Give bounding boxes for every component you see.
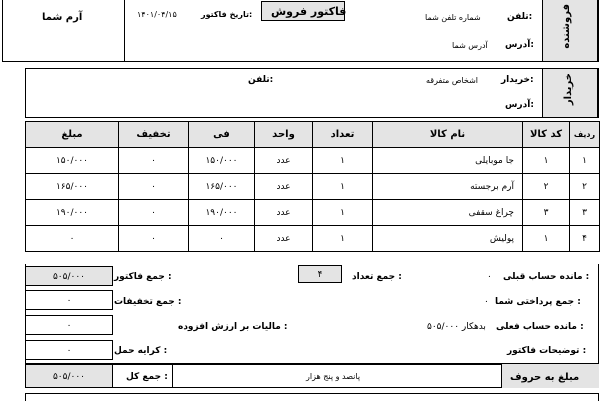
cell-amount: ۱۶۵/۰۰۰ bbox=[26, 174, 119, 200]
invoice-date-value: ۱۴۰۱/۰۴/۱۵ bbox=[137, 10, 177, 19]
buyer-phone-label: تلفن: bbox=[248, 75, 274, 85]
col-header-discount: تخفیف bbox=[119, 122, 189, 148]
seller-address-value: آدرس شما bbox=[452, 41, 488, 50]
cell-price: ۱۶۵/۰۰۰ bbox=[189, 174, 255, 200]
seller-side-band bbox=[542, 0, 598, 62]
cell-discount: ۰ bbox=[119, 200, 189, 226]
total-count-label: جمع تعداد : bbox=[352, 272, 402, 282]
grand-total-value: ۵۰۵/۰۰۰ bbox=[25, 364, 113, 388]
cell-price: ۱۵۰/۰۰۰ bbox=[189, 148, 255, 174]
buyer-side-label: خریدار bbox=[563, 73, 574, 106]
table-row bbox=[26, 148, 600, 174]
col-header-unit: واحد bbox=[255, 122, 313, 148]
cell-name: آرم برجسته bbox=[373, 174, 523, 200]
table-row bbox=[26, 200, 600, 226]
cell-name: جا موبایلی bbox=[373, 148, 523, 174]
in-words-divider-left bbox=[172, 364, 173, 388]
in-words-label: مبلغ به حروف bbox=[510, 372, 580, 383]
invoice-type: فاکتور فروش bbox=[271, 5, 347, 18]
cell-row: ۲ bbox=[570, 174, 600, 200]
total-discounts-value: ۰ bbox=[25, 290, 113, 310]
seller-side-label: فروشنده bbox=[561, 4, 572, 49]
brand-logo-text: آرم شما bbox=[42, 12, 83, 23]
buyer-name-value: اشخاص متفرقه bbox=[426, 76, 479, 85]
cell-unit: عدد bbox=[255, 200, 313, 226]
vat-label: مالیات بر ارزش افزوده : bbox=[178, 322, 288, 332]
current-balance-label: مانده حساب فعلی : bbox=[496, 322, 584, 332]
total-count-value: ۴ bbox=[298, 265, 342, 283]
cell-row: ۴ bbox=[570, 226, 600, 252]
buyer-side-band bbox=[542, 68, 598, 118]
cell-row: ۱ bbox=[570, 148, 600, 174]
notes-label: توضیحات فاکتور : bbox=[507, 346, 587, 356]
col-header-row: ردیف bbox=[570, 122, 600, 148]
items-table bbox=[25, 121, 600, 252]
shipping-label: کرایه حمل : bbox=[114, 346, 168, 356]
your-payments-value: ۰ bbox=[484, 297, 489, 307]
prev-balance-label: مانده حساب قبلی : bbox=[503, 272, 590, 282]
cell-discount: ۰ bbox=[119, 226, 189, 252]
cell-code: ۳ bbox=[523, 200, 570, 226]
table-row bbox=[26, 174, 600, 200]
seller-address-label: آدرس: bbox=[505, 40, 534, 50]
shipping-value: ۰ bbox=[25, 340, 113, 360]
invoice-date-label: تاریخ فاکتور: bbox=[201, 10, 253, 19]
your-payments-label: جمع پرداختی شما : bbox=[495, 297, 581, 307]
grand-total-label: جمع کل : bbox=[126, 372, 168, 382]
seller-divider bbox=[124, 0, 125, 62]
cell-name: چراغ سقفی bbox=[373, 200, 523, 226]
cell-name: پولیش bbox=[373, 226, 523, 252]
cell-price: ۱۹۰/۰۰۰ bbox=[189, 200, 255, 226]
cell-code: ۱ bbox=[523, 226, 570, 252]
cell-code: ۱ bbox=[523, 148, 570, 174]
table-row bbox=[26, 226, 600, 252]
col-header-name: نام کالا bbox=[373, 122, 523, 148]
cell-unit: عدد bbox=[255, 148, 313, 174]
seller-phone-label: تلفن: bbox=[507, 12, 533, 22]
col-header-amount: مبلغ bbox=[26, 122, 119, 148]
cell-discount: ۰ bbox=[119, 174, 189, 200]
cell-amount: ۱۵۰/۰۰۰ bbox=[26, 148, 119, 174]
cell-price: ۰ bbox=[189, 226, 255, 252]
cell-amount: ۱۹۰/۰۰۰ bbox=[26, 200, 119, 226]
current-balance-value: ۵۰۵/۰۰۰ بدهکار bbox=[427, 322, 486, 332]
cell-qty: ۱ bbox=[313, 226, 373, 252]
cell-qty: ۱ bbox=[313, 174, 373, 200]
cell-unit: عدد bbox=[255, 226, 313, 252]
seller-phone-value: شماره تلفن شما bbox=[425, 13, 481, 22]
col-header-qty: تعداد bbox=[313, 122, 373, 148]
cell-qty: ۱ bbox=[313, 148, 373, 174]
buyer-address-label: آدرس: bbox=[505, 100, 534, 110]
col-header-code: کد کالا bbox=[523, 122, 570, 148]
cell-row: ۳ bbox=[570, 200, 600, 226]
invoice-total-label: جمع فاکتور : bbox=[114, 272, 172, 282]
total-discounts-label: جمع تخفیفات : bbox=[114, 297, 182, 307]
prev-balance-value: ۰ bbox=[487, 272, 492, 282]
cell-amount: ۰ bbox=[26, 226, 119, 252]
cell-qty: ۱ bbox=[313, 200, 373, 226]
invoice-total-value: ۵۰۵/۰۰۰ bbox=[25, 266, 113, 286]
buyer-name-label: خریدار: bbox=[501, 75, 534, 85]
vat-value: ۰ bbox=[25, 315, 113, 335]
table-header-row bbox=[26, 122, 600, 148]
in-words-value: پانصد و پنج هزار bbox=[306, 372, 361, 381]
col-header-price: فی bbox=[189, 122, 255, 148]
cell-unit: عدد bbox=[255, 174, 313, 200]
cell-code: ۲ bbox=[523, 174, 570, 200]
cell-discount: ۰ bbox=[119, 148, 189, 174]
